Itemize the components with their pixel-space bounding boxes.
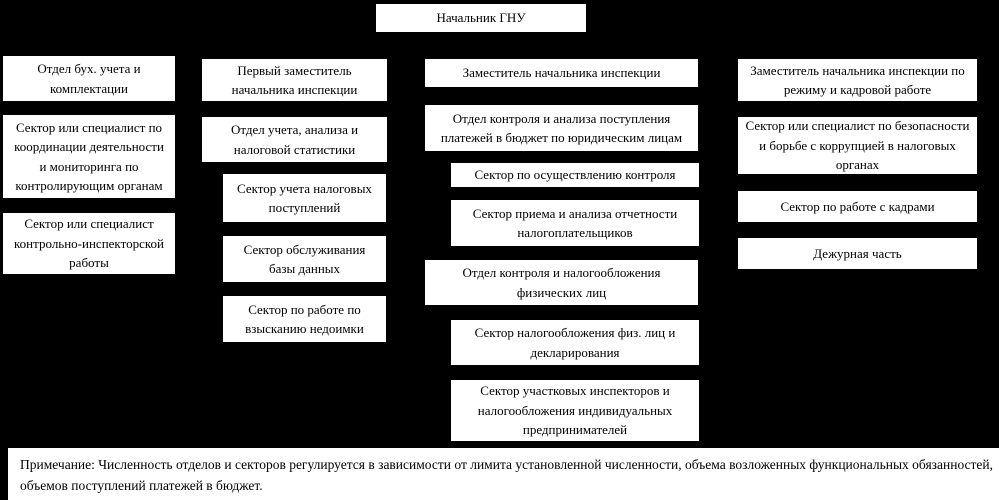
org-box-col2-database-sector: Сектор обслуживания базы данных	[222, 235, 387, 283]
org-box-col2-arrears-sector: Сектор по работе по взысканию недоимки	[222, 295, 387, 343]
org-box-col3-control-sector: Сектор по осуществлению контроля	[450, 162, 700, 188]
org-box-col3-district-inspectors-sector: Сектор участковых инспекторов и налогообложения индивидуальных предпринимателей	[450, 379, 700, 442]
org-box-col2-statistics-dept: Отдел учета, анализа и налоговой статистики	[201, 116, 388, 163]
footnote	[8, 448, 999, 500]
org-box-col1-accounting-dept: Отдел бух. учета и комплектации	[2, 55, 176, 102]
org-box-col3-reporting-sector: Сектор приема и анализа отчетности налогоплательщиков	[450, 199, 700, 247]
org-box-col3-individuals-dept: Отдел контроля и налогообложения физических лиц	[424, 259, 699, 306]
org-box-col3-legal-entities-dept: Отдел контроля и анализа поступления платежей в бюджет по юридическим лицам	[424, 104, 699, 152]
footnote-line-1: Примечание: Численность отделов и секторов регулируется в зависимости от лимита установленной численности, объема возложенных функциональных обязанностей,	[20, 457, 994, 472]
org-box-col1-inspection-sector: Сектор или специалист контрольно-инспекторской работы	[2, 212, 176, 275]
org-box-col1-coordination-sector: Сектор или специалист по координации деятельности и мониторинга по контролирующим органам	[2, 114, 176, 199]
footnote-line-2: объемов поступлений платежей в бюджет.	[20, 478, 263, 493]
org-box-col2-first-deputy: Первый заместитель начальника инспекции	[201, 58, 388, 102]
org-box-col3-declaration-sector: Сектор налогообложения физ. лиц и декларирования	[450, 319, 700, 366]
org-box-col4-deputy-personnel: Заместитель начальника инспекции по режиму и кадровой работе	[737, 58, 978, 102]
org-box-col4-duty-unit: Дежурная часть	[737, 237, 978, 270]
org-box-col3-deputy-head: Заместитель начальника инспекции	[424, 58, 699, 88]
org-box-col4-hr-sector: Сектор по работе с кадрами	[737, 190, 978, 223]
org-box-col2-tax-receipts-sector: Сектор учета налоговых поступлений	[222, 173, 387, 223]
org-box-col4-security-sector: Сектор или специалист по безопасности и борьбе с коррупцией в налоговых органах	[737, 116, 978, 175]
org-box-root: Начальник ГНУ	[375, 3, 587, 33]
